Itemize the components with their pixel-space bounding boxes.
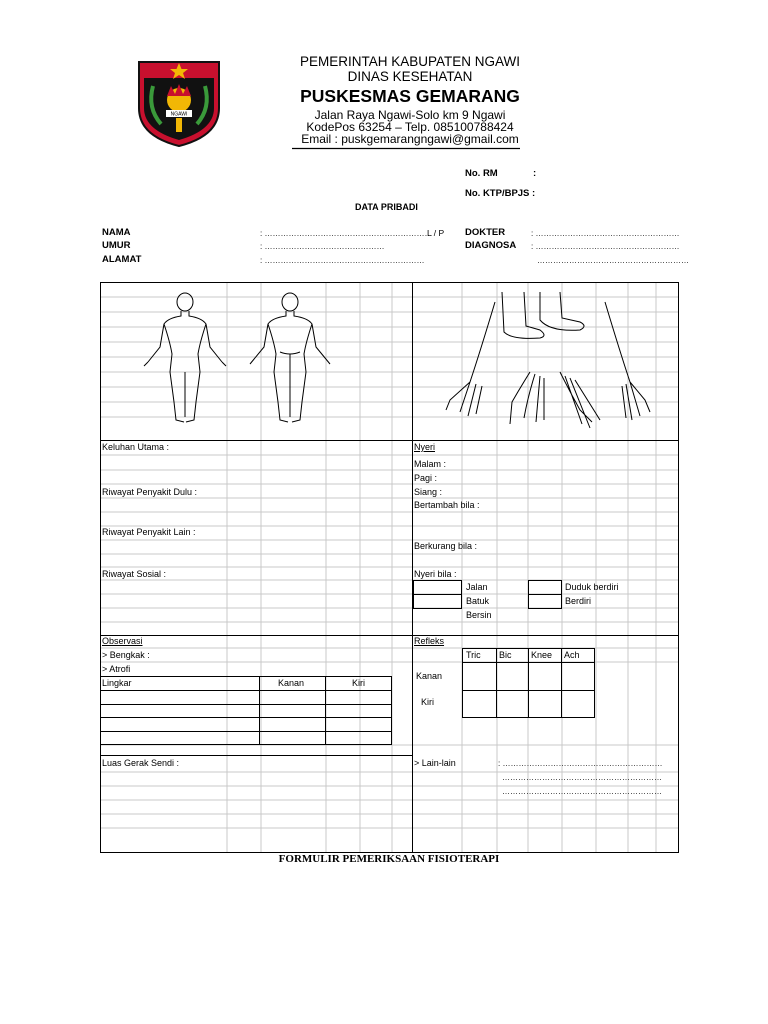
government-name: PEMERINTAH KABUPATEN NGAWI xyxy=(299,54,521,69)
keluhan-utama-label: Keluhan Utama : xyxy=(102,442,170,452)
lain-lain-field-3[interactable]: …………………………………………………… xyxy=(502,787,662,796)
nama-label: NAMA xyxy=(102,227,131,238)
bengkak-label: > Bengkak : xyxy=(102,650,150,660)
umur-label: UMUR xyxy=(102,240,131,251)
atrofi-label: > Atrofi xyxy=(102,664,131,674)
refleks-kanan-label: Kanan xyxy=(416,671,443,681)
dokter-label: DOKTER xyxy=(465,227,506,238)
rm-colon: : xyxy=(533,168,537,179)
riwayat-penyakit-dulu-label: Riwayat Penyakit Dulu : xyxy=(102,487,198,497)
refleks-heading: Refleks xyxy=(414,636,445,646)
postal-phone: KodePos 63254 – Telp. 085100788424 xyxy=(306,120,514,134)
diagnosa-field[interactable]: : ……………………………………………… xyxy=(531,242,680,251)
sex-option[interactable]: L / P xyxy=(427,228,445,238)
option-batuk[interactable]: Batuk xyxy=(466,596,490,606)
option-jalan[interactable]: Jalan xyxy=(466,582,488,592)
umur-field[interactable]: : ……………………………………… xyxy=(260,242,385,251)
hands-feet-chart xyxy=(440,292,655,432)
lain-lain-label: > Lain-lain xyxy=(414,758,456,768)
diagnosa-label: DIAGNOSA xyxy=(465,240,517,251)
svg-text:NGAWI: NGAWI xyxy=(170,111,188,118)
refleks-kiri-label: Kiri xyxy=(421,697,434,707)
refleks-ach: Ach xyxy=(564,650,580,660)
lingkar-kanan-header: Kanan xyxy=(278,678,305,688)
body-chart-front-back xyxy=(140,292,340,427)
option-berdiri[interactable]: Berdiri xyxy=(565,596,592,606)
bertambah-bila-label: Bertambah bila : xyxy=(414,500,480,510)
dokter-field[interactable]: : ……………………………………………… xyxy=(531,229,680,238)
lain-lain-field-2[interactable]: …………………………………………………… xyxy=(502,773,662,782)
refleks-tric: Tric xyxy=(466,650,481,660)
ngawi-coat-of-arms-logo xyxy=(137,60,221,148)
nama-field[interactable]: : ……………………………………………………… xyxy=(260,229,433,238)
nyeri-bila-label: Nyeri bila : xyxy=(414,569,457,579)
address: Jalan Raya Ngawi-Solo km 9 Ngawi xyxy=(314,108,506,122)
alamat-label: ALAMAT xyxy=(102,254,142,265)
riwayat-sosial-label: Riwayat Sosial : xyxy=(102,569,167,579)
option-duduk-berdiri[interactable]: Duduk berdiri xyxy=(565,582,619,592)
refleks-bic: Bic xyxy=(499,650,512,660)
observasi-heading: Observasi xyxy=(102,636,143,646)
nyeri-malam-label: Malam : xyxy=(414,459,447,469)
page-title: PUSKESMAS GEMARANG xyxy=(300,86,520,106)
lingkar-kiri-header: Kiri xyxy=(352,678,365,688)
department-name: DINAS KESEHATAN xyxy=(347,69,473,84)
form-footer-title: FORMULIR PEMERIKSAAN FISIOTERAPI xyxy=(278,853,500,865)
email: Email : puskgemarangngawi@gmail.com xyxy=(301,132,519,146)
lingkar-header: Lingkar xyxy=(102,678,132,688)
section-title: DATA PRIBADI xyxy=(355,202,418,212)
ktp-label: No. KTP/BPJS : xyxy=(465,188,536,199)
option-bersin[interactable]: Bersin xyxy=(466,610,492,620)
nyeri-siang-label: Siang : xyxy=(414,487,443,497)
lain-lain-field-1[interactable]: : …………………………………………………… xyxy=(498,759,663,768)
rm-label: No. RM xyxy=(465,168,498,179)
refleks-knee: Knee xyxy=(531,650,553,660)
nyeri-heading: Nyeri xyxy=(414,442,436,452)
nyeri-pagi-label: Pagi : xyxy=(414,473,438,483)
alamat-field[interactable]: : …………………………………………………… xyxy=(260,256,425,265)
berkurang-bila-label: Berkurang bila : xyxy=(414,541,478,551)
extra-field[interactable]: ………………………………………………… xyxy=(537,256,689,265)
riwayat-penyakit-lain-label: Riwayat Penyakit Lain : xyxy=(102,527,196,537)
luas-gerak-sendi-label: Luas Gerak Sendi : xyxy=(102,758,180,768)
